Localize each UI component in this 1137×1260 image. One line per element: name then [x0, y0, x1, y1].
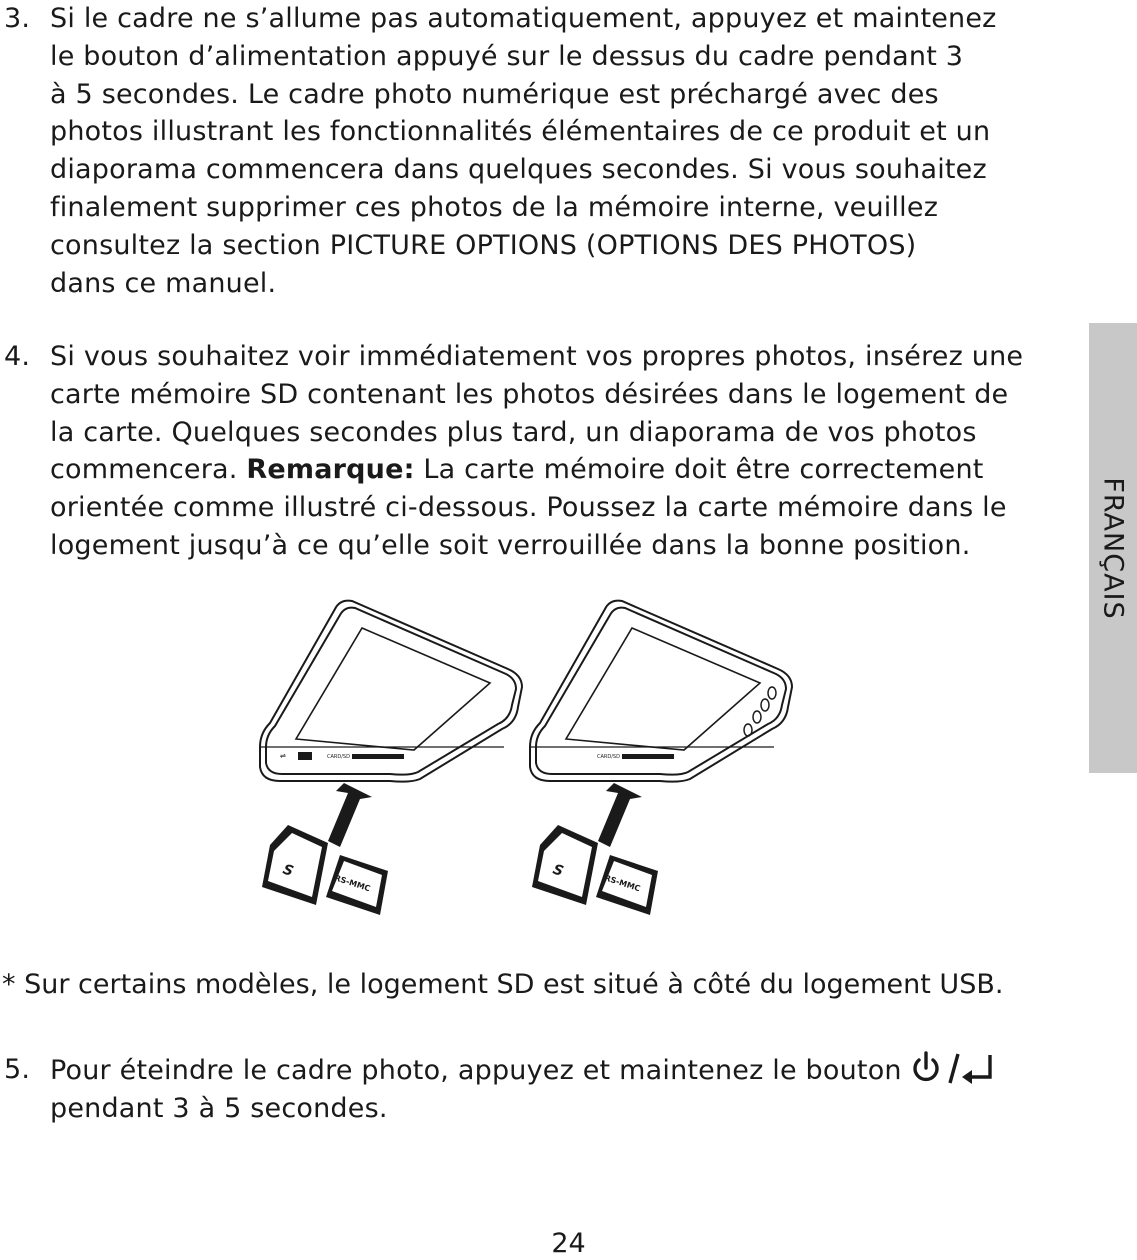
power-enter-icon [908, 1051, 994, 1085]
list-number: 4. [4, 341, 31, 372]
text-suffix: La carte mémoire doit être correctement [414, 454, 984, 486]
text-line: Si le cadre ne s’allume pas automatiquement, appuyez et maintenez [50, 3, 997, 34]
paragraph-4 [50, 338, 1023, 565]
text-prefix: commencera. [50, 454, 247, 486]
mmc-card-label: RS-MMC [603, 873, 642, 894]
text-line: Si vous souhaitez voir immédiatement vos propres photos, insérez une [50, 341, 1024, 372]
page-number: 24 [551, 1228, 586, 1259]
paragraph-5 [50, 1051, 994, 1128]
arrow-up-right [598, 783, 642, 847]
photo-frame-card-insertion-illustration [240, 575, 810, 935]
arrow-up-left [328, 783, 372, 847]
remark-label: Remarque: [246, 454, 415, 486]
svg-text:S: S [280, 861, 296, 880]
mmc-card-icon [596, 855, 658, 915]
svg-text:S: S [550, 861, 566, 880]
mmc-card-label: RS-MMC [333, 873, 372, 894]
text-line-remark [50, 451, 1023, 489]
text-line: orientée comme illustré ci-dessous. Poussez la carte mémoire dans le [50, 492, 1007, 524]
list-number: 3. [4, 3, 31, 34]
sd-card-icon [532, 825, 598, 905]
text-line: le bouton d’alimentation appuyé sur le dessus du cadre pendant 3 [50, 40, 964, 72]
list-number: 5. [4, 1054, 31, 1085]
text-line: photos illustrant les fonctionnalités élémentaires de ce produit et un [50, 116, 991, 148]
text-line: à 5 secondes. Le cadre photo numérique est préchargé avec des [50, 78, 939, 110]
text-line: diaporama commencera dans quelques secondes. Si vous souhaitez [50, 154, 987, 186]
slot-label: CARD/SD [597, 754, 620, 760]
sd-slot-right [597, 754, 674, 760]
language-label: FRANÇAIS [1097, 476, 1129, 620]
text-line: finalement supprimer ces photos de la mémoire interne, veuillez [50, 191, 939, 223]
text-line: logement jusqu’à ce qu’elle soit verrouillée dans la bonne position. [50, 529, 971, 561]
sd-slot-left [327, 754, 404, 760]
text-line: consultez la section PICTURE OPTIONS (OPTIONS DES PHOTOS) [50, 229, 917, 261]
text-line: carte mémoire SD contenant les photos désirées dans le logement de [50, 378, 1009, 410]
text-line: dans ce manuel. [50, 267, 277, 299]
text-line: Pour éteindre le cadre photo, appuyez et maintenez le bouton [50, 1055, 902, 1086]
mmc-card-icon [326, 855, 388, 915]
footnote: * Sur certains modèles, le logement SD est situé à côté du logement USB. [2, 969, 1004, 1000]
svg-text:⇌: ⇌ [280, 752, 286, 760]
text-line: pendant 3 à 5 secondes. [50, 1092, 388, 1124]
usb-port-left [280, 752, 312, 760]
sd-card-icon [262, 825, 328, 905]
slot-label: CARD/SD [327, 754, 350, 760]
text-line-with-icon [50, 1051, 994, 1090]
text-line: la carte. Quelques secondes plus tard, un diaporama de vos photos [50, 416, 977, 448]
paragraph-3 [50, 0, 997, 302]
language-tab-label [1089, 323, 1137, 773]
